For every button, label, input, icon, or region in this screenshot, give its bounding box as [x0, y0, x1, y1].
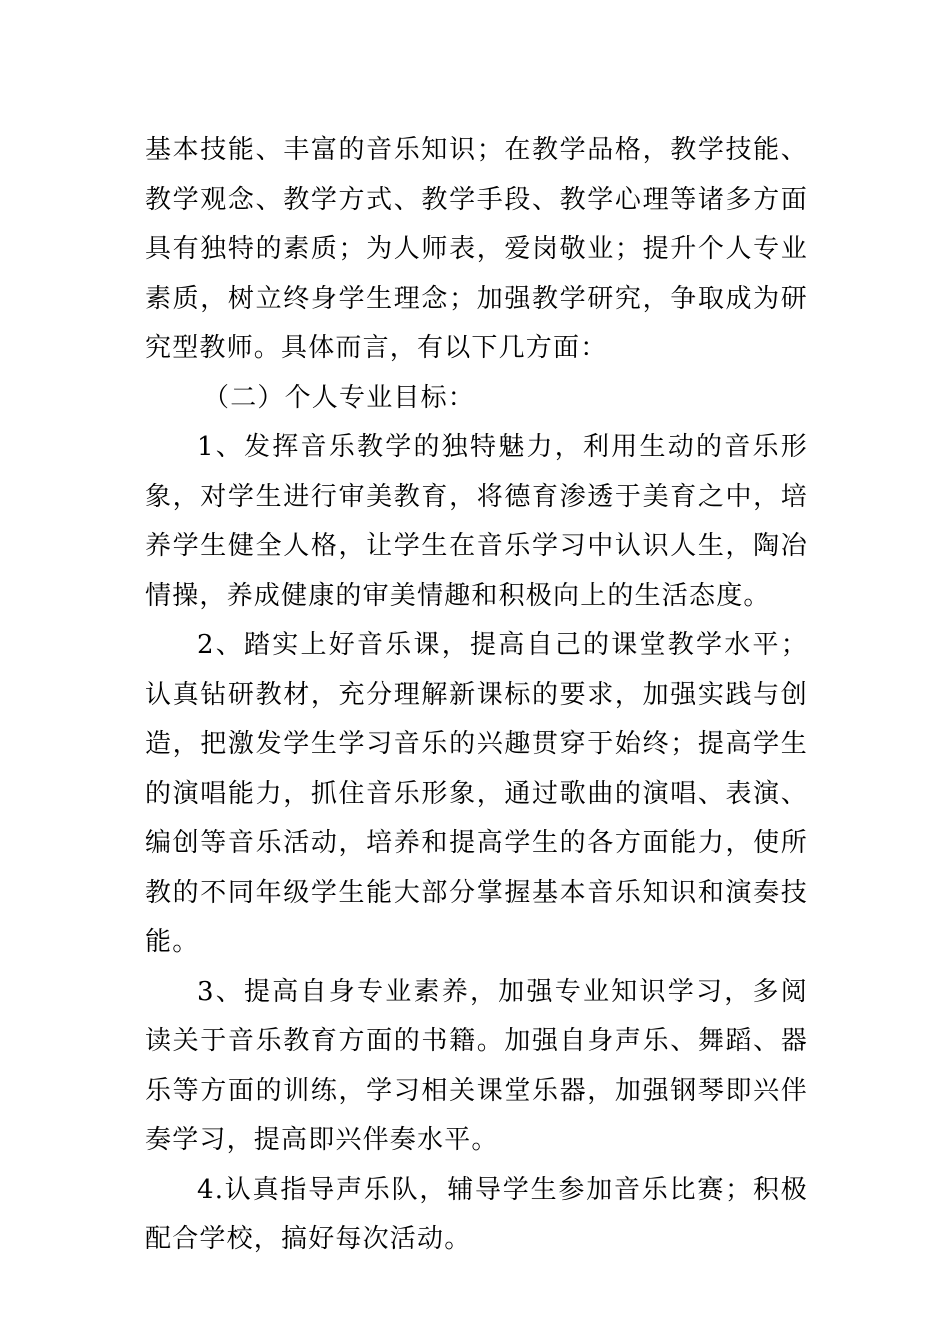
goal-item-2: 2、踏实上好音乐课，提高自己的课堂教学水平；认真钻研教材，充分理解新课标的要求，加强实践与创造，把激发学生学习音乐的兴趣贯穿于始终；提高学生的演唱能力，抓住音乐形象，通过歌曲的演唱、表演、编创等音乐活动，培养和提高学生的各方面能力，使所教的不同年级学生能大部分掌握基本音乐知识和演奏技能。	[145, 630, 808, 957]
goal-item-3: 3、提高自身专业素养，加强专业知识学习，多阅读关于音乐教育方面的书籍。加强自身声乐、舞蹈、器乐等方面的训练，学习相关课堂乐器，加强钢琴即兴伴奏学习，提高即兴伴奏水平。	[145, 976, 808, 1155]
section-heading: （二）个人专业目标：	[203, 382, 476, 413]
intro-paragraph: 基本技能、丰富的音乐知识；在教学品格，教学技能、教学观念、教学方式、教学手段、教学心理等诸多方面具有独特的素质；为人师表，爱岗敬业；提升个人专业素质，树立终身学生理念；加强教学研究，争取成为研究型教师。具体而言，有以下几方面：	[145, 135, 808, 363]
goal-item-4: 4.认真指导声乐队，辅导学生参加音乐比赛；积极配合学校，搞好每次活动。	[145, 1174, 808, 1254]
goal-item-1: 1、发挥音乐教学的独特魅力，利用生动的音乐形象，对学生进行审美教育，将德育渗透于美育之中，培养学生健全人格，让学生在音乐学习中认识人生，陶冶情操，养成健康的审美情趣和积极向上的生活态度。	[145, 432, 808, 611]
document-body	[145, 126, 808, 1265]
